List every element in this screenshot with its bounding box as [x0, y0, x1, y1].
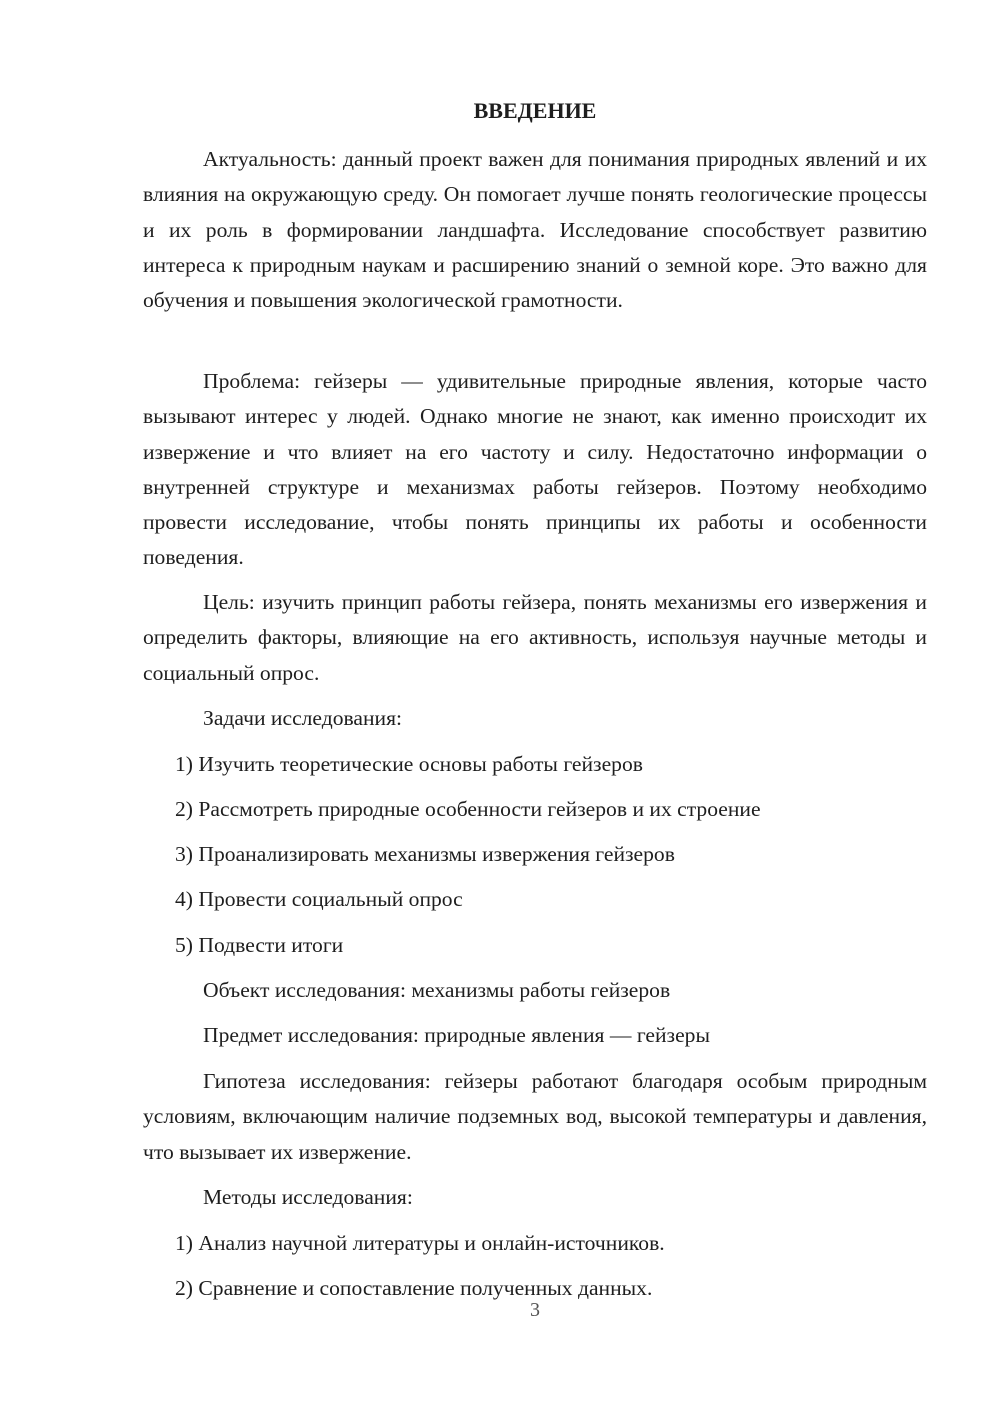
methods-heading: Методы исследования: [203, 1185, 413, 1209]
subject-line: Предмет исследования: природные явления — гейзеры [203, 1023, 710, 1047]
page-number: 3 [530, 1299, 540, 1321]
relevance-paragraph: Актуальность: данный проект важен для понимания природных явлений и их влияния на окружающую среду. Он помогает лучше понять геологические процессы и их роль в формировании ландшафта. Исследование способствует развитию интереса к природным наукам и расширению знаний о земной коре. Это важно для обучения и повышения экологической грамотности. [143, 147, 927, 313]
document-title: ВВЕДЕНИЕ [473, 98, 597, 123]
object-line: Объект исследования: механизмы работы гейзеров [203, 978, 671, 1002]
hypothesis-paragraph: Гипотеза исследования: гейзеры работают благодаря особым природным условиям, включающим наличие подземных вод, высокой температуры и давления, что вызывает их извержение. [143, 1069, 927, 1164]
task-item-1: 1) Изучить теоретические основы работы гейзеров [175, 752, 643, 776]
tasks-heading: Задачи исследования: [203, 706, 403, 730]
goal-paragraph: Цель: изучить принцип работы гейзера, понять механизмы его извержения и определить факторы, влияющие на его активность, используя научные методы и социальный опрос. [143, 590, 927, 685]
method-item-1: 1) Анализ научной литературы и онлайн-источников. [175, 1231, 665, 1255]
problem-paragraph: Проблема: гейзеры — удивительные природные явления, которые часто вызывают интерес у людей. Однако многие не знают, как именно происходит их извержение и что влияет на его частоту и силу. Недостаточно информации о внутренней структуре и механизмах работы гейзеров. Поэтому необходимо провести исследование, чтобы понять принципы их работы и особенности поведения. [143, 369, 927, 570]
method-item-2: 2) Сравнение и сопоставление полученных данных. [175, 1276, 653, 1300]
task-item-5: 5) Подвести итоги [175, 933, 344, 957]
task-item-4: 4) Провести социальный опрос [175, 887, 463, 911]
task-item-3: 3) Проанализировать механизмы извержения гейзеров [175, 842, 675, 866]
document-page [143, 0, 927, 1414]
task-item-2: 2) Рассмотреть природные особенности гейзеров и их строение [175, 797, 761, 821]
